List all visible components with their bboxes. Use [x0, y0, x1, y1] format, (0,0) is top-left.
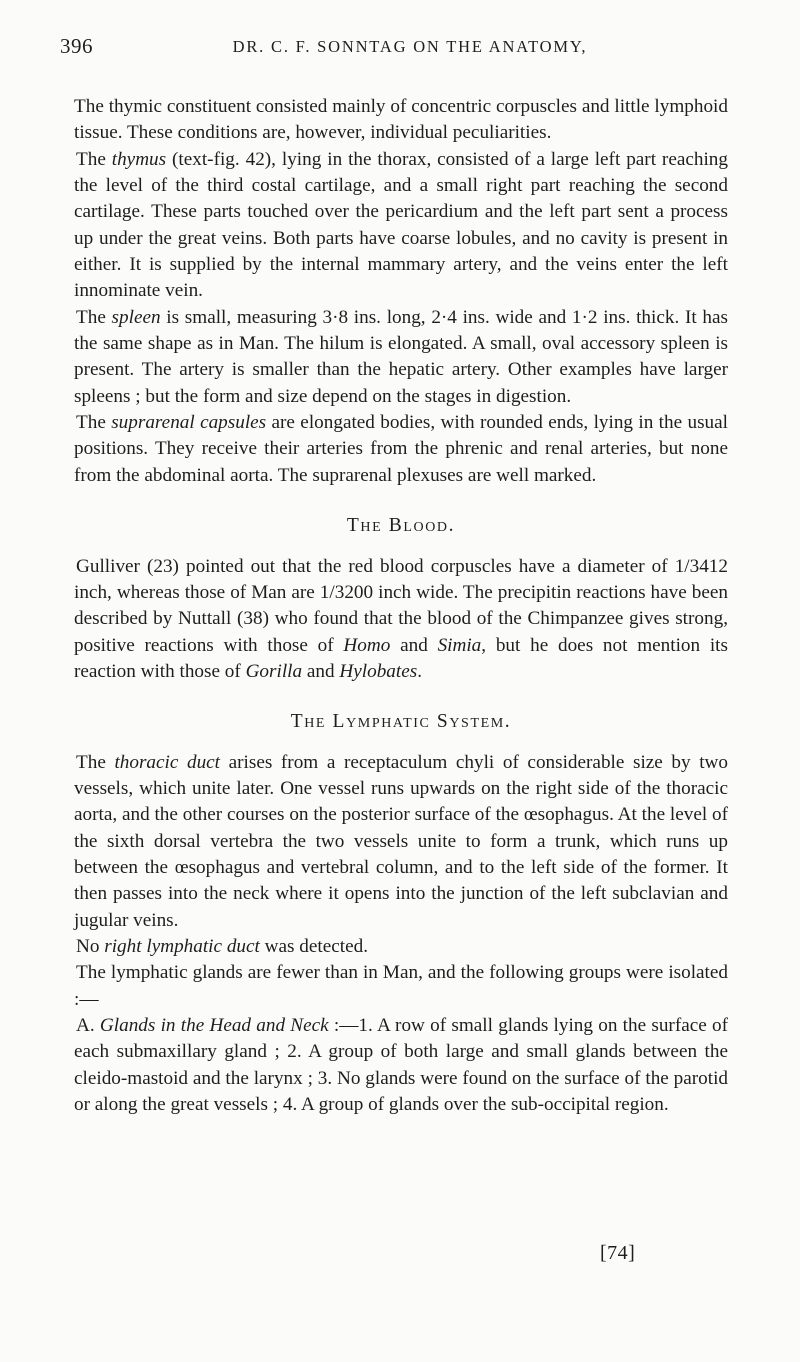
text-run: and	[390, 634, 438, 656]
text-run: and	[302, 660, 340, 682]
term-simia: Simia	[437, 634, 482, 656]
text-run: are elongated bodies, with rounded ends, lying in the usual positions. They receive their arteries from the phrenic and renal arteries, but none from the abdominal aorta. The suprarenal plexuses are well marked.	[74, 412, 728, 486]
paragraph-spleen	[74, 305, 728, 410]
text-run: .	[417, 660, 423, 682]
text-run: The	[76, 751, 115, 773]
text-run: , but he does not mention its reaction with those of	[74, 634, 728, 682]
term-right-lymphatic-duct: right lymphatic duct	[104, 935, 260, 957]
term-thoracic-duct: thoracic duct	[114, 751, 221, 773]
body-text	[74, 94, 728, 1118]
term-spleen: spleen	[111, 306, 161, 328]
term-glands-head-neck: Glands in the Head and Neck	[99, 1015, 329, 1036]
paragraph-glands-head-neck	[74, 1013, 728, 1118]
paragraph-lymphatic-glands: The lymphatic glands are fewer than in Man, and the following groups were isolated :—	[74, 962, 728, 1010]
page-number: 396	[60, 34, 93, 58]
term-gorilla: Gorilla	[245, 660, 303, 682]
text-run: No	[76, 935, 105, 957]
section-heading-lymphatic: The Lymphatic System.	[290, 711, 512, 733]
paragraph-blood	[74, 554, 728, 686]
text-run: (text-fig. 42), lying in the thorax, consisted of a large left part reaching the level of the third costal cartilage, and a small right part reaching the second cartilage. These parts touched over the pericardium and the left part sent a process up under the great veins. Both parts have coarse lobules, and no cavity is present in either. It is supplied by the internal mammary artery, and the veins enter the left innominate vein.	[74, 148, 728, 302]
section-heading-blood: The Blood.	[346, 515, 456, 537]
paragraph-thymus	[74, 147, 728, 305]
running-title: DR. C. F. SONNTAG ON THE ANATOMY,	[232, 37, 588, 56]
text-run: Gulliver (23) pointed out that the red blood corpuscles have a diameter of 1/3412 inch, whereas those of Man are 1/3200 inch wide. The precipitin reactions have been described by Nuttall (38) who found that the blood of the Chimpanzee gives strong, positive reactions with those of	[74, 555, 728, 656]
text-run: The	[76, 148, 112, 170]
text-run: A.	[76, 1015, 100, 1036]
term-hylobates: Hylobates	[339, 660, 418, 682]
paragraph-thoracic-duct	[74, 750, 728, 934]
term-thymus: thymus	[111, 148, 167, 170]
text-run: is small, measuring 3·8 ins. long, 2·4 ins. wide and 1·2 ins. thick. It has the same shape as in Man. The hilum is elongated. A small, oval accessory spleen is present. The artery is smaller than the hepatic artery. Other examples have larger spleens ; but the form and size depend on the stages in digestion.	[74, 306, 728, 407]
text-run: The	[76, 412, 112, 434]
term-homo: Homo	[343, 634, 391, 656]
paragraph-suprarenal	[74, 410, 728, 489]
footer-page-mark: [74]	[600, 1242, 636, 1264]
paragraph-right-lymphatic-duct	[74, 934, 728, 960]
text-run: The	[76, 306, 112, 328]
text-run: arises from a receptaculum chyli of considerable size by two vessels, which unite later. One vessel runs upwards on the right side of the thoracic aorta, and the other courses on the posterior surface of the œsophagus. At the level of the sixth dorsal vertebra the two vessels unite to form a trunk, which runs up between the œsophagus and vertebral column, and to the left side of the former. It then passes into the neck where it opens into the junction of the left subclavian and jugular veins.	[74, 751, 728, 931]
running-header	[60, 34, 760, 62]
paragraph-thymic-constituent: The thymic constituent consisted mainly of concentric corpuscles and little lymphoid tissue. These conditions are, however, individual peculiarities.	[74, 96, 728, 144]
text-run: was detected.	[259, 935, 369, 957]
text-run: :—1. A row of small glands lying on the surface of each submaxillary gland ; 2. A group of both large and small glands between the cleido-mastoid and the larynx ; 3. No glands were found on the surface of the parotid or along the great vessels ; 4. A group of glands over the sub-occipital region.	[74, 1015, 728, 1116]
term-suprarenal-capsules: suprarenal capsules	[111, 412, 267, 434]
